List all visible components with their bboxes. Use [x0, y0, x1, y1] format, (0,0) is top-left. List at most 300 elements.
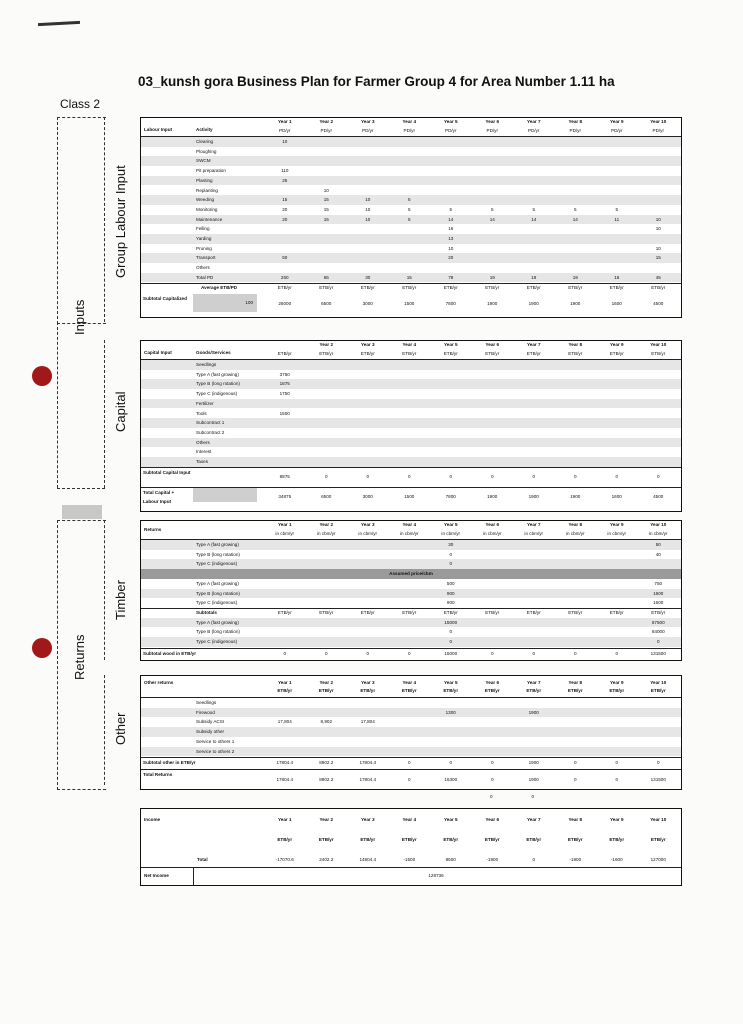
year-header: Year 6 — [485, 522, 500, 527]
total-returns-row — [141, 770, 681, 788]
year-header: Year 8 — [568, 342, 583, 347]
goods-label: Subcontract 2 — [196, 429, 225, 435]
total-cell: 3000 — [362, 493, 373, 499]
etb-unit: ETB/yr — [319, 609, 334, 615]
year-header: Year 5 — [443, 342, 458, 347]
year-header: Year 10 — [650, 119, 667, 124]
volume-row — [141, 559, 681, 569]
year-header: Year 8 — [568, 817, 583, 822]
subtotal-cell: 0 — [366, 473, 370, 479]
class-label: Class 2 — [60, 97, 101, 111]
subtotal-wood-cell: 0 — [532, 650, 536, 656]
labour-row — [141, 186, 681, 196]
year-header: Year 2 — [319, 342, 334, 347]
subtotal-other-row — [141, 758, 681, 768]
etb-unit: ETB/yr — [402, 284, 417, 290]
value-row — [141, 637, 681, 647]
etb-unit: ETB/yr — [360, 284, 375, 290]
unit-row — [141, 349, 681, 359]
type-label: Type A (fast growing) — [196, 542, 239, 547]
subtotals-divider — [141, 608, 681, 609]
subtotal-wood-row — [141, 649, 681, 659]
year-header: Year 8 — [568, 119, 583, 124]
total-income-cell: 2402.2 — [319, 857, 334, 862]
year-header: Year 4 — [402, 342, 417, 347]
labour-cell: 78 — [448, 274, 454, 280]
total-income-cell: 14804.4 — [359, 857, 377, 862]
labour-cell: 16 — [614, 274, 620, 280]
net-income-label: Net Income — [144, 873, 169, 878]
capital-row — [141, 438, 681, 448]
labour-cell: 14 — [448, 216, 454, 222]
labour-row — [141, 205, 681, 215]
other-cell: 8,902 — [320, 719, 332, 725]
unit-label: PD/yr — [652, 128, 664, 133]
subtotal-wood-cell: 0 — [573, 650, 577, 656]
goods-label: Others — [196, 439, 210, 445]
income-header: Income — [144, 817, 161, 822]
total-cell: 0 — [573, 776, 577, 782]
price-row — [141, 589, 681, 599]
year-header: Year 3 — [360, 522, 375, 527]
timber-returns-table — [140, 520, 682, 661]
returns-header: Returns — [144, 527, 162, 532]
total-returns-label: Total Returns — [143, 771, 173, 777]
year-header: Year 4 — [402, 817, 417, 822]
unit-label: ETB/yr — [360, 688, 376, 693]
net-income-row — [141, 871, 681, 881]
capital-row — [141, 457, 681, 467]
punch-hole-top — [32, 366, 52, 386]
goods-label: Interest — [196, 449, 212, 455]
unit-label: ETB/yr — [277, 351, 292, 356]
year-header: Year 8 — [568, 680, 583, 685]
year-header: Year 5 — [443, 119, 458, 124]
subtotal-other-cell: 17804.4 — [359, 760, 377, 766]
total-income-cell: 0 — [532, 857, 536, 862]
price-cell: 900 — [446, 590, 455, 596]
subtotal-cell: 1900 — [570, 300, 581, 306]
other-returns-header: Other returns — [144, 680, 174, 685]
labour-row — [141, 234, 681, 244]
total-row — [141, 488, 681, 506]
year-header: Year 1 — [277, 680, 292, 685]
total-cell: 1900 — [570, 493, 581, 499]
total-cell: 0 — [407, 776, 411, 782]
other-label: Seedlings — [196, 700, 217, 705]
labour-cell: 15 — [323, 206, 329, 212]
etb-unit: ETB/yr — [443, 609, 458, 615]
subtotal-wood-cell: 0 — [490, 650, 494, 656]
price-band-row: Assumed price/cbm — [141, 569, 681, 579]
subtotals-label: Subtotals — [196, 609, 217, 615]
etb-unit: ETB/yr — [609, 609, 624, 615]
price-cell: 750 — [654, 580, 663, 586]
total-income-cell: -1900 — [486, 857, 499, 862]
inputs-bracket-top — [57, 117, 106, 324]
activity-label: Pruning — [196, 245, 212, 251]
inputs-side-label: Inputs — [72, 299, 87, 335]
volume-cell: 0 — [449, 561, 453, 567]
labour-cell: 19 — [572, 274, 578, 280]
labour-cell: 14 — [531, 216, 537, 222]
total-income-cell: -17070.6 — [275, 857, 294, 862]
capital-row — [141, 409, 681, 419]
etb-unit: ETB/yr — [526, 284, 541, 290]
total-cell: 1900 — [487, 493, 498, 499]
capital-row — [141, 370, 681, 380]
type-label: Type C (indigenous) — [196, 561, 238, 567]
unit-label: PD/yr — [279, 128, 291, 133]
unit-label: ETB/yr — [360, 837, 376, 842]
total-income-cell: -1900 — [569, 857, 582, 862]
year-header: Year 6 — [485, 342, 500, 347]
unit-label: in cbm/yr — [441, 531, 461, 536]
subtotal-other-cell: 1900 — [528, 760, 539, 766]
other-side-label: Other — [113, 712, 128, 745]
activity-label: Maintenance — [196, 216, 223, 222]
subtotal-wood-cell: 15000 — [444, 650, 458, 656]
unit-label: PD/yr — [362, 128, 374, 133]
group-labour-side-label: Group Labour Input — [113, 165, 128, 278]
unit-label: ETB/yr — [484, 688, 500, 693]
other-row — [141, 727, 681, 737]
unit-label: PD/yr — [403, 128, 415, 133]
labour-cell: 30 — [365, 274, 371, 280]
year-header: Year 7 — [526, 342, 541, 347]
labour-cell: 10 — [365, 197, 371, 203]
value-cell: 0 — [656, 639, 660, 644]
volume-cell: 30 — [448, 542, 454, 547]
year-header: Year 5 — [443, 522, 458, 527]
subtotal-label: Subtotal Capital Input — [143, 469, 191, 475]
unit-label: in cbm/yr — [607, 531, 627, 536]
subtotal-cell: 0 — [449, 473, 453, 479]
unit-label: ETB/yr — [526, 351, 541, 356]
subtotal-other-cell: 0 — [615, 760, 619, 766]
unit-label: in cbm/yr — [482, 531, 502, 536]
unit-row — [141, 529, 681, 539]
labour-cell: 10 — [365, 206, 371, 212]
goods-label: Type B (long rotation) — [196, 381, 240, 387]
activity-label: Weeding — [196, 197, 215, 203]
type-label: Type B (long rotation) — [196, 551, 240, 557]
labour-input-header: Labour Input — [144, 127, 173, 132]
capital-row — [141, 447, 681, 457]
labour-cell: 25 — [282, 177, 288, 183]
value-cell: 67500 — [651, 619, 665, 625]
total-cell: 16300 — [444, 776, 458, 782]
subtotal-other-cell: 17804.4 — [276, 760, 294, 766]
subtotal-other-cell: 0 — [449, 760, 453, 766]
year-header: Year 9 — [609, 680, 624, 685]
unit-label: PD/yr — [445, 128, 457, 133]
total-cell: 17804.4 — [276, 776, 294, 782]
total-cell: 17804.4 — [359, 776, 377, 782]
labour-cell: 19 — [489, 274, 495, 280]
year-header: Year 10 — [650, 342, 667, 347]
year-header: Year 3 — [360, 680, 375, 685]
labour-cell: 10 — [655, 245, 661, 251]
labour-row — [141, 195, 681, 205]
year-header: Year 1 — [277, 817, 292, 822]
subtotal-cell: 0 — [615, 473, 619, 479]
year-header: Year 10 — [650, 522, 667, 527]
activity-label: Clearing — [196, 139, 214, 144]
year-header: Year 5 — [443, 680, 458, 685]
total-cell: 6500 — [321, 493, 332, 499]
other-label: Subsidy other — [196, 729, 225, 735]
year-header: Year 6 — [485, 680, 500, 685]
timber-bracket — [104, 520, 105, 660]
volume-row — [141, 540, 681, 550]
subtotal-cell: 0 — [407, 473, 411, 479]
goods-label: Tools — [196, 410, 207, 416]
unit-label: ETB/yr — [609, 688, 625, 693]
unit-label: PD/yr — [569, 128, 581, 133]
unit-label: PD/yr — [320, 128, 332, 133]
subtotal-cell: 6500 — [321, 300, 332, 306]
goods-label: Subcontract 1 — [196, 420, 225, 426]
labour-row — [141, 215, 681, 225]
year-header: Year 7 — [526, 817, 541, 822]
labour-cell: 10 — [655, 216, 661, 222]
subtotal-row — [141, 294, 681, 314]
unit-label: ETB/yr — [485, 351, 500, 356]
unit-label: PD/yr — [486, 128, 498, 133]
subtotal-row — [141, 468, 681, 486]
unit-label: ETB/yr — [650, 837, 666, 842]
goods-label: Type C (indigenous) — [196, 391, 238, 397]
subtotal-wood-cell: 0 — [283, 650, 287, 656]
labour-row — [141, 273, 681, 283]
total-cell: 4500 — [653, 493, 664, 499]
total-cell: 34875 — [278, 493, 292, 499]
unit-label: ETB/yr — [360, 351, 375, 356]
subtotal-cell: 1900 — [528, 300, 539, 306]
total-cell: 0 — [490, 776, 494, 782]
capital-cell: 1500 — [279, 410, 290, 416]
unit-label: ETB/yr — [609, 351, 624, 356]
labour-cell: 14 — [489, 216, 495, 222]
price-row — [141, 598, 681, 608]
unit-label: ETB/yr — [443, 351, 458, 356]
etb-unit: ETB/yr — [277, 609, 292, 615]
etb-unit: ETB/yr — [360, 609, 375, 615]
subtotal-cell: 0 — [573, 473, 577, 479]
labour-cell: 5 — [490, 206, 494, 212]
avg-value: 100 — [193, 294, 257, 312]
activity-label: Transport — [196, 255, 216, 261]
labour-cell: 10 — [655, 226, 661, 232]
labour-row — [141, 263, 681, 273]
labour-cell: 20 — [448, 255, 454, 261]
subtotal-wood-cell: 0 — [407, 650, 411, 656]
unit-label: PD/yr — [611, 128, 623, 133]
subtotal-other-cell: 0 — [656, 760, 660, 766]
volume-cell: 40 — [655, 551, 661, 557]
unit-label: in cbm/yr — [648, 531, 668, 536]
etb-unit: ETB/yr — [651, 609, 666, 615]
type-label: Type C (indigenous) — [196, 600, 238, 606]
inputs-bracket-bottom — [57, 488, 105, 489]
net-income-value: 128736 — [428, 873, 444, 878]
unit-label: ETB/yr — [443, 688, 459, 693]
labour-cell: 15 — [323, 216, 329, 222]
unit-label: ETB/yr — [651, 351, 666, 356]
subtotal-cell: 0 — [532, 473, 536, 479]
year-header: Year 7 — [526, 680, 541, 685]
etb-unit: ETB/yr — [485, 609, 500, 615]
activity-header: Activity — [196, 127, 213, 132]
price-cell: 1600 — [653, 590, 664, 596]
other-cell: 17,804 — [360, 719, 375, 725]
total-cell: 0 — [615, 776, 619, 782]
unit-label: ETB/yr — [319, 351, 334, 356]
etb-unit: ETB/yr — [568, 609, 583, 615]
subtotal-other-cell: 0 — [407, 760, 411, 766]
activity-label: Replanting — [196, 187, 218, 193]
unit-label: ETB/yr — [443, 837, 459, 842]
subtotals-header-row — [141, 608, 681, 618]
total-income-cell: 8500 — [445, 857, 456, 862]
price-row — [141, 579, 681, 589]
capital-row — [141, 379, 681, 389]
year-header: Year 4 — [402, 119, 417, 124]
labour-cell: 16 — [448, 226, 454, 232]
unit-label: ETB/yr — [402, 351, 417, 356]
timber-side-label: Timber — [113, 580, 128, 620]
labour-input-table — [140, 117, 682, 318]
capital-side-label: Capital — [113, 391, 128, 432]
unit-label: in cbm/yr — [316, 531, 336, 536]
labour-cell: 110 — [281, 168, 289, 174]
other-cell: 1900 — [528, 709, 539, 715]
total-income-row — [141, 855, 681, 865]
labour-cell: 15 — [323, 197, 329, 203]
etb-unit: ETB/yr — [485, 284, 500, 290]
other-bracket — [104, 675, 105, 785]
labour-cell: 15 — [282, 197, 288, 203]
other-label: Firewood — [196, 709, 215, 715]
price-cell: 1600 — [653, 600, 664, 606]
other-row — [141, 747, 681, 757]
year-header: Year 3 — [360, 119, 375, 124]
activity-label: Monitoring — [196, 206, 218, 212]
labour-cell: 5 — [407, 216, 411, 222]
total-cell: 7800 — [445, 493, 456, 499]
etb-unit: ETB/yr — [526, 609, 541, 615]
total-label: Total Capital + Labour Input — [143, 489, 175, 504]
etb-unit: ETB/yr — [651, 284, 666, 290]
unit-label: in cbm/yr — [275, 531, 295, 536]
labour-row — [141, 176, 681, 186]
capital-row — [141, 418, 681, 428]
labour-cell: 5 — [407, 197, 411, 203]
type-label: Type A (fast growing) — [196, 619, 239, 625]
unit-label: in cbm/yr — [524, 531, 544, 536]
unit-row — [141, 126, 681, 136]
year-header: Year 1 — [277, 119, 292, 124]
labour-cell: 5 — [449, 206, 453, 212]
other-row — [141, 698, 681, 708]
capital-input-table — [140, 340, 682, 512]
year-header: Year 2 — [319, 817, 334, 822]
volume-row — [141, 550, 681, 560]
unit-label: ETB/yr — [609, 837, 625, 842]
subtotal-cell: 7800 — [445, 300, 456, 306]
total-cell: 131500 — [650, 776, 666, 782]
subtotal-cell: 4500 — [653, 300, 664, 306]
other-row — [141, 737, 681, 747]
subtotal-other-cell: 8902.2 — [319, 760, 334, 766]
unit-label: ETB/yr — [318, 688, 334, 693]
labour-cell: 45 — [655, 274, 661, 280]
unit-label: ETB/yr — [567, 688, 583, 693]
subtotal-wood-cell: 131500 — [650, 650, 666, 656]
year-header: Year 1 — [277, 522, 292, 527]
etb-unit: ETB/yr — [402, 609, 417, 615]
goods-label: Type A (fast growing) — [196, 371, 239, 377]
unit-label: in cbm/yr — [399, 531, 419, 536]
income-table — [140, 808, 682, 886]
labour-cell: 5 — [532, 206, 536, 212]
year-header: Year 6 — [485, 817, 500, 822]
year-header: Year 3 — [360, 817, 375, 822]
other-row — [141, 717, 681, 727]
type-label: Type B (long rotation) — [196, 629, 240, 635]
total-income-cell: -1600 — [610, 857, 623, 862]
unit-label: ETB/yr — [277, 837, 293, 842]
year-header: Year 10 — [650, 680, 667, 685]
capital-row — [141, 360, 681, 370]
value-row — [141, 627, 681, 637]
labour-cell: 5 — [573, 206, 577, 212]
capital-input-header: Capital Input — [144, 350, 172, 355]
unit-label: ETB/yr — [484, 837, 500, 842]
year-header: Year 7 — [526, 522, 541, 527]
other-label: Subsidy ACSI — [196, 719, 225, 725]
volume-cell: 50 — [655, 542, 661, 547]
capital-row — [141, 399, 681, 409]
activity-label: SWCM — [196, 158, 211, 164]
unit-row — [141, 686, 681, 696]
unit-label: ETB/yr — [401, 688, 417, 693]
value-cell: 64000 — [651, 629, 665, 635]
below-cell: 0 — [531, 793, 535, 799]
type-label: Type A (fast growing) — [196, 580, 239, 586]
pen-mark — [38, 21, 80, 26]
labour-cell: 10 — [365, 216, 371, 222]
subtotal-cell: 1900 — [487, 300, 498, 306]
other-cell: 1300 — [445, 709, 456, 715]
total-cell: 1600 — [611, 493, 622, 499]
activity-label: Pit preparation — [196, 168, 226, 174]
goods-label: Seedlings — [196, 362, 217, 367]
value-cell: 0 — [449, 639, 453, 644]
volume-cell: 0 — [449, 551, 453, 557]
capital-row — [141, 389, 681, 399]
activity-label: Planting — [196, 177, 213, 183]
price-cell: 900 — [446, 600, 455, 606]
labour-row — [141, 166, 681, 176]
labour-row — [141, 244, 681, 254]
other-returns-table — [140, 675, 682, 790]
unit-label: ETB/yr — [526, 688, 542, 693]
subtotal-wood-cell: 0 — [324, 650, 328, 656]
labour-cell: 13 — [448, 236, 454, 241]
subtotal-label: Subtotal Capitalized — [143, 295, 187, 301]
